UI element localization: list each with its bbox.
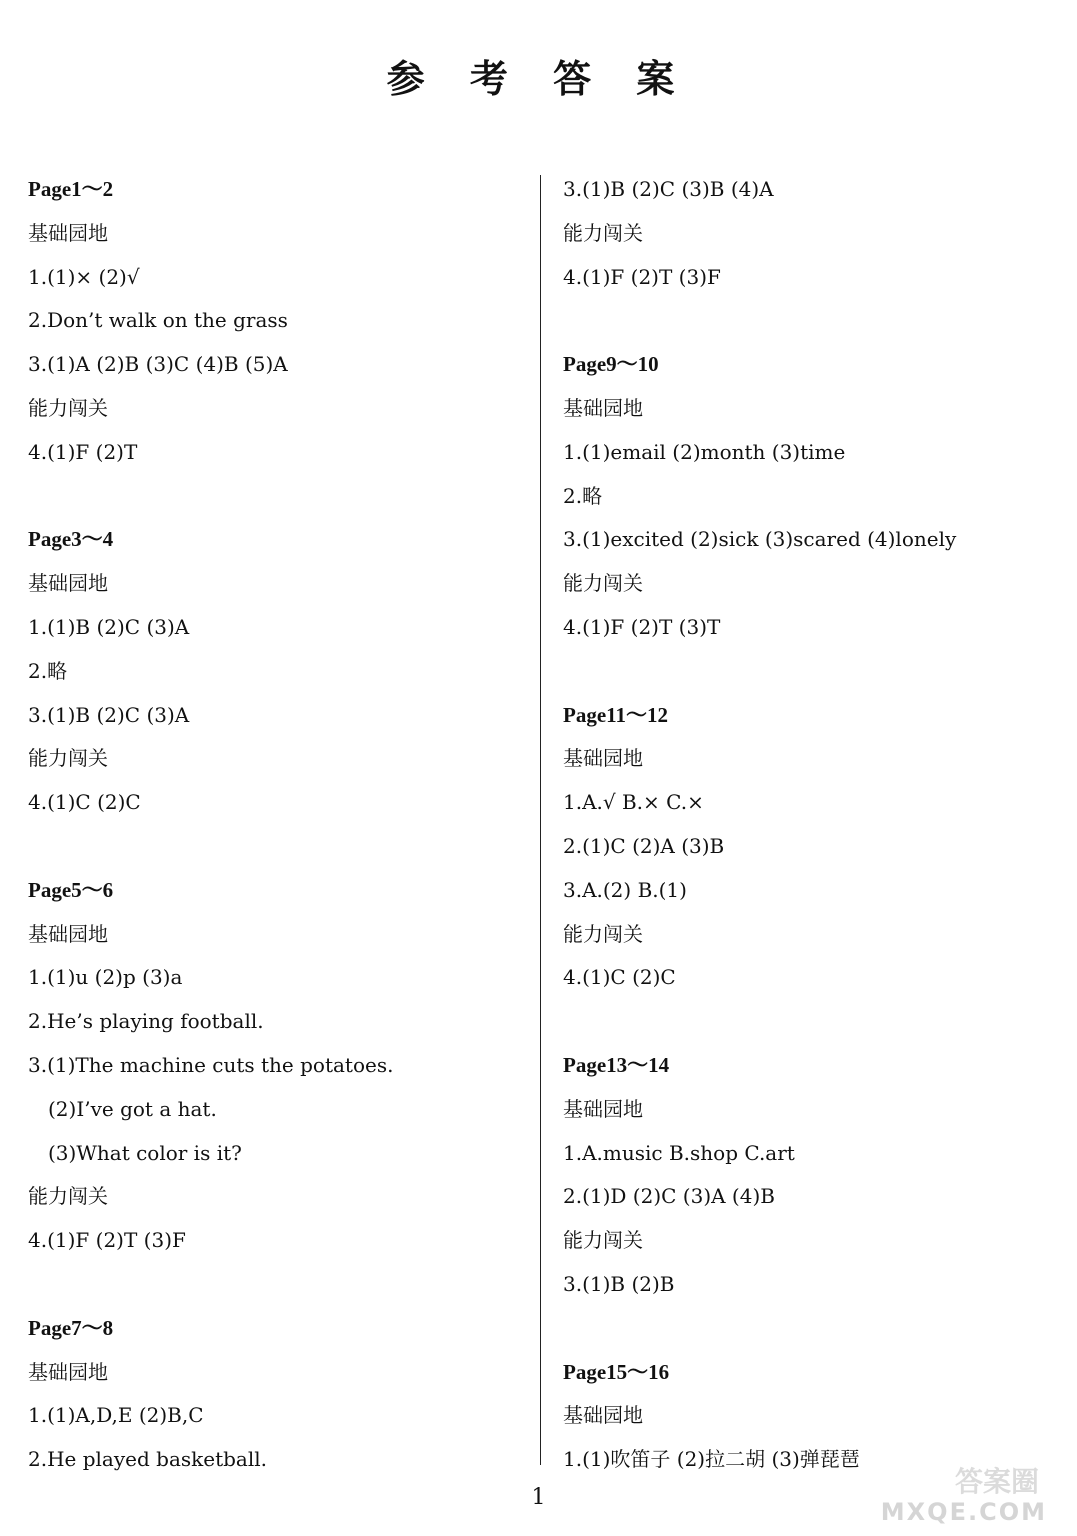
page-number: 1: [531, 1485, 546, 1510]
section-heading: 能力闯关: [563, 571, 643, 596]
answer-line: 4.(1)F (2)T (3)F: [563, 264, 721, 289]
watermark-logo: [867, 1460, 1047, 1530]
section-heading: 基础园地: [28, 921, 108, 946]
answer-line: 3.(1)B (2)B: [563, 1271, 675, 1296]
section-heading: 基础园地: [28, 571, 108, 596]
blank-spacer: [28, 475, 528, 519]
section-heading: 基础园地: [563, 1096, 643, 1121]
answer-line: 2.Don’t walk on the grass: [28, 308, 288, 333]
answer-line: 1.(1)email (2)month (3)time: [563, 439, 846, 464]
blank-spacer: [563, 650, 1063, 694]
blank-spacer: [563, 299, 1063, 343]
blank-spacer: [28, 1263, 528, 1307]
answer-line: 2.He’s playing football.: [28, 1009, 264, 1034]
section-heading: 基础园地: [563, 1403, 643, 1428]
page-range-header: Page9～10: [563, 352, 659, 377]
watermark-bottom-text: MXQE.COM: [880, 1498, 1047, 1526]
blank-spacer: [28, 825, 528, 869]
section-heading: 基础园地: [28, 220, 108, 245]
page-range-header: Page7～8: [28, 1315, 114, 1340]
answer-line: 2.(1)C (2)A (3)B: [563, 833, 725, 858]
page-range-header: Page1～2: [28, 177, 114, 201]
page-range-header: Page15～16: [563, 1359, 670, 1384]
page-range-header: Page3～4: [28, 527, 114, 552]
blank-spacer: [563, 1307, 1063, 1351]
answer-line: 2.略: [563, 483, 603, 508]
section-heading: 能力闯关: [563, 1228, 643, 1253]
answer-line: 3.(1)excited (2)sick (3)scared (4)lonely: [563, 527, 957, 552]
answer-line: 4.(1)F (2)T (3)F: [28, 1228, 186, 1253]
section-heading: 能力闯关: [28, 1184, 108, 1209]
answer-line: 4.(1)C (2)C: [28, 790, 141, 815]
answer-line: 3.A.(2) B.(1): [563, 877, 687, 902]
page-range-header: Page11～12: [563, 702, 668, 727]
answer-line: 1.(1)吹笛子 (2)拉二胡 (3)弹琵琶: [563, 1447, 860, 1472]
answer-subline: (2)I’ve got a hat.: [48, 1096, 217, 1121]
section-heading: 能力闯关: [28, 746, 108, 771]
watermark-top-text: 答案圈: [954, 1465, 1039, 1498]
answer-line: 1.A.music B.shop C.art: [563, 1140, 795, 1165]
answer-line: 3.(1)B (2)C (3)A: [28, 702, 190, 727]
answer-line: 1.(1)u (2)p (3)a: [28, 965, 183, 990]
page-range-header: Page5～6: [28, 877, 114, 902]
answer-line: 1.(1)× (2)√: [28, 264, 140, 289]
left-column: [28, 168, 528, 1482]
answer-line: 4.(1)F (2)T: [28, 439, 138, 464]
answer-subline: (3)What color is it?: [48, 1140, 242, 1165]
section-heading: 基础园地: [563, 746, 643, 771]
page-range-header: Page13～14: [563, 1052, 670, 1077]
right-column: [563, 168, 1063, 1482]
answer-line: 4.(1)F (2)T (3)T: [563, 614, 721, 639]
blank-spacer: [563, 1000, 1063, 1044]
answer-line: 2.(1)D (2)C (3)A (4)B: [563, 1184, 775, 1209]
answer-line: 3.(1)B (2)C (3)B (4)A: [563, 177, 774, 201]
section-heading: 基础园地: [563, 395, 643, 420]
answer-line: 1.A.√ B.× C.×: [563, 790, 704, 815]
answer-line: 4.(1)C (2)C: [563, 965, 676, 990]
answer-line: 3.(1)A (2)B (3)C (4)B (5)A: [28, 352, 288, 377]
column-divider: [540, 175, 541, 1465]
answer-line: 3.(1)The machine cuts the potatoes.: [28, 1052, 394, 1077]
section-heading: 能力闯关: [28, 395, 108, 420]
section-heading: 能力闯关: [563, 220, 643, 245]
answer-line: 2.略: [28, 658, 68, 683]
section-heading: 基础园地: [28, 1359, 108, 1384]
page-title: 参 考 答 案: [386, 56, 691, 101]
answer-line: 2.He played basketball.: [28, 1447, 267, 1472]
section-heading: 能力闯关: [563, 921, 643, 946]
answer-line: 1.(1)A,D,E (2)B,C: [28, 1403, 204, 1428]
answer-line: 1.(1)B (2)C (3)A: [28, 614, 190, 639]
